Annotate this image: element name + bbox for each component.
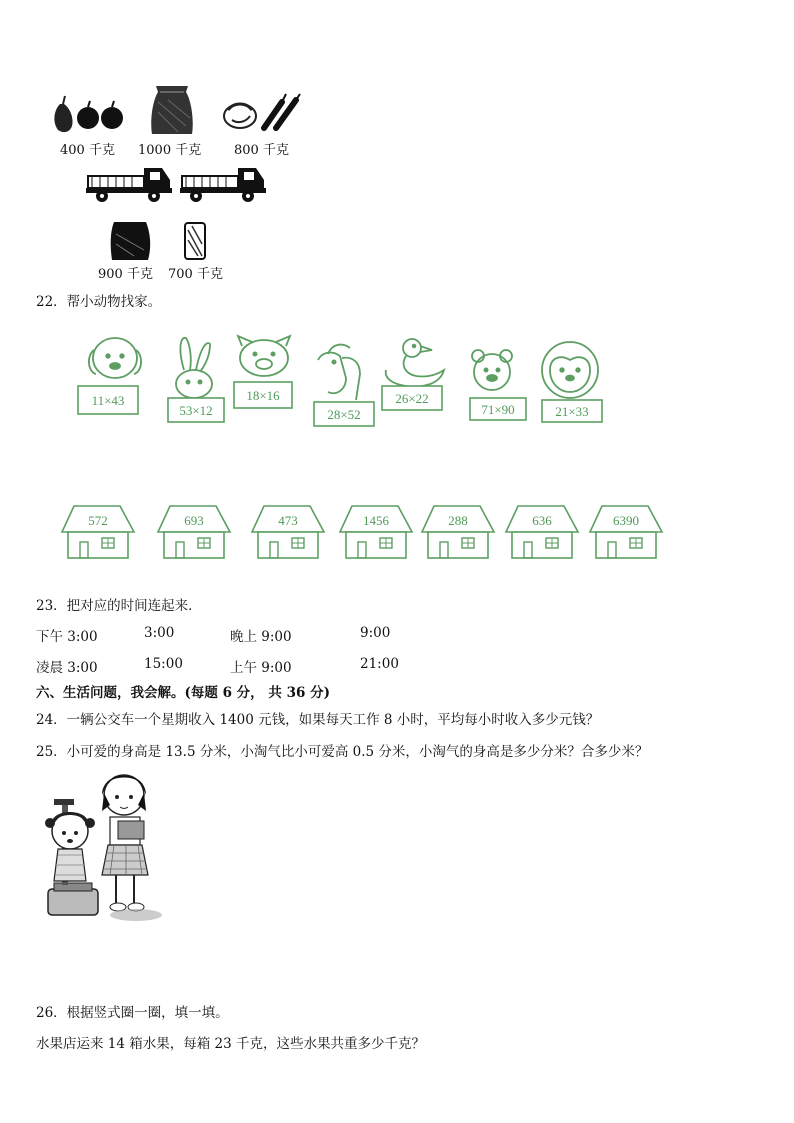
truck-icon	[86, 164, 174, 206]
house-number: 572	[88, 513, 108, 528]
animal-goat[interactable]	[314, 345, 374, 426]
q23-title: 23．把对应的时间连起来．	[36, 598, 202, 614]
time-evening9[interactable]: 晚上 9:00	[230, 629, 292, 645]
house-number: 1456	[363, 513, 389, 528]
animal-dog[interactable]	[78, 338, 141, 414]
monkey-icon	[542, 342, 598, 398]
house-number: 288	[448, 513, 468, 528]
barrel-icon	[182, 220, 208, 262]
animal-duck[interactable]	[382, 339, 444, 410]
expr-rabbit: 53×12	[179, 403, 213, 418]
expr-bear: 71×90	[481, 402, 515, 417]
house-288[interactable]	[422, 506, 494, 558]
truck-icon	[180, 164, 268, 206]
house-number: 473	[278, 513, 298, 528]
animals-row	[60, 330, 620, 430]
house-572[interactable]	[62, 506, 134, 558]
q26-text: 水果店运来 14 箱水果，每箱 23 千克，这些水果共重多少千克？	[36, 1036, 426, 1052]
expr-pig: 18×16	[246, 388, 280, 403]
houses-row	[58, 500, 668, 566]
q25-text: 25．小可爱的身高是 13.5 分米，小淘气比小可爱高 0.5 分米，小淘气的身高是多少分米？合多少米？	[36, 744, 649, 760]
house-body	[428, 532, 488, 558]
coal-sack-icon	[108, 220, 154, 262]
expr-dog: 11×43	[91, 393, 125, 408]
time-3-00[interactable]: 3:00	[144, 625, 175, 641]
vegetables-icon	[220, 92, 302, 136]
section6-heading: 六、生活问题，我会解。(每题 6 分， 共 36 分)	[36, 685, 330, 701]
house-636[interactable]	[506, 506, 578, 558]
house-6390[interactable]	[590, 506, 662, 558]
expr-goat: 28×52	[327, 407, 361, 422]
coal-sack-weight: 900 千克	[98, 267, 153, 282]
kids-illustration	[40, 765, 166, 925]
time-15-00[interactable]: 15:00	[144, 656, 183, 672]
duck-icon	[386, 339, 444, 386]
pig-icon	[238, 336, 290, 376]
animal-bear[interactable]	[470, 350, 526, 420]
expr-duck: 26×22	[395, 391, 429, 406]
house-693[interactable]	[158, 506, 230, 558]
rabbit-icon	[176, 338, 212, 398]
goat-icon	[318, 345, 360, 400]
q26-title: 26．根据竖式圈一圈，填一填。	[36, 1005, 229, 1021]
time-21-00[interactable]: 21:00	[360, 656, 399, 672]
q22-title: 22．帮小动物找家。	[36, 294, 162, 310]
q24-text: 24．一辆公交车一个星期收入 1400 元钱，如果每天工作 8 小时，平均每小时收入多少元钱？	[36, 712, 600, 728]
house-body	[596, 532, 656, 558]
house-1456[interactable]	[340, 506, 412, 558]
animal-rabbit[interactable]	[168, 338, 224, 422]
fruit-weight: 400 千克	[60, 143, 115, 158]
goods-figure	[40, 88, 320, 283]
animal-pig[interactable]	[234, 336, 292, 408]
time-pm3[interactable]: 下午 3:00	[36, 629, 98, 645]
time-9-00[interactable]: 9:00	[360, 625, 391, 641]
bear-icon	[472, 350, 512, 390]
animal-monkey[interactable]	[542, 342, 602, 422]
house-body	[512, 532, 572, 558]
house-number: 6390	[613, 513, 639, 528]
house-body	[68, 532, 128, 558]
sack-icon	[148, 82, 196, 138]
fruit-icon	[48, 92, 128, 136]
barrel-weight: 700 千克	[168, 267, 223, 282]
sack-weight: 1000 千克	[138, 143, 202, 158]
time-morning9[interactable]: 上午 9:00	[230, 660, 292, 676]
time-dawn3[interactable]: 凌晨 3:00	[36, 660, 98, 676]
expr-monkey: 21×33	[555, 404, 589, 419]
dog-icon	[89, 338, 141, 378]
vegetables-weight: 800 千克	[234, 143, 289, 158]
house-473[interactable]	[252, 506, 324, 558]
house-number: 693	[184, 513, 204, 528]
house-number: 636	[532, 513, 552, 528]
house-body	[164, 532, 224, 558]
house-body	[258, 532, 318, 558]
house-body	[346, 532, 406, 558]
